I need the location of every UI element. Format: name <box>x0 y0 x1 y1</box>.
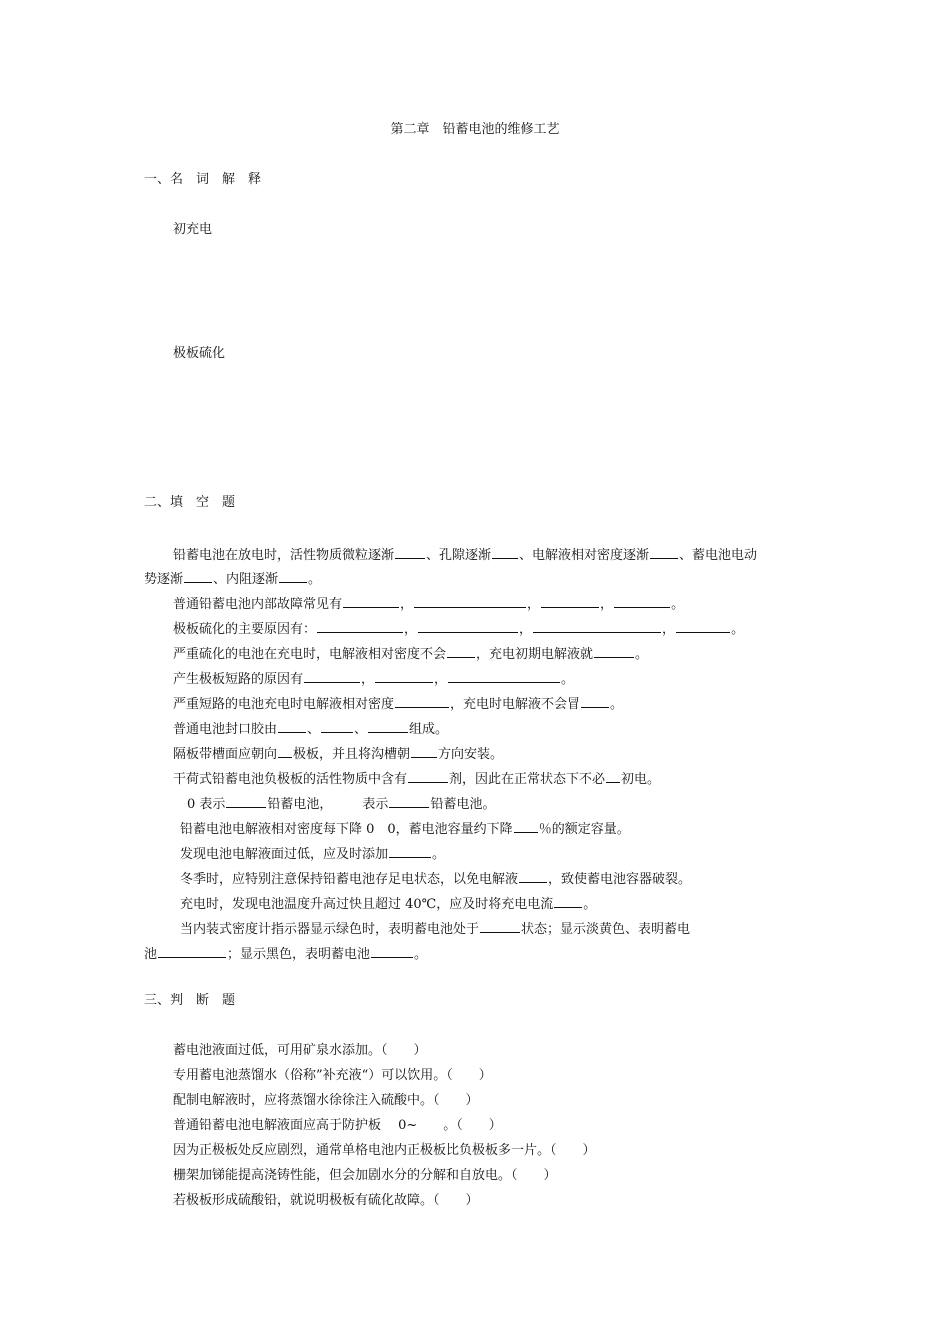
separator: ， <box>400 597 414 612</box>
answer-blank[interactable] <box>304 669 360 683</box>
answer-blank[interactable] <box>184 569 212 583</box>
question-text: 铅蓄电池电解液相对密度每下降 0 0，蓄电池容量约下降 <box>180 822 513 837</box>
question-text: 发现电池电解液面过低，应及时添加 <box>180 847 389 862</box>
answer-blank[interactable] <box>395 545 425 559</box>
separator: ， <box>361 672 375 687</box>
fill-question-9 <box>173 769 660 789</box>
answer-blank[interactable] <box>418 619 518 633</box>
fill-question-1-line-1 <box>173 545 757 565</box>
question-text: 普通电池封口胶由 <box>173 722 278 737</box>
question-text: 极板，并且将沟槽朝 <box>293 747 411 762</box>
question-text: 0 表示 <box>187 797 226 812</box>
answer-blank[interactable] <box>594 644 634 658</box>
question-text: 势逐渐 <box>144 572 184 587</box>
judgment-item-6: 栅架加锑能提高浇铸性能，但会加剧水分的分解和自放电。（ ） <box>173 1168 557 1183</box>
answer-blank[interactable] <box>492 545 518 559</box>
question-text: 、孔隙逐渐 <box>426 548 492 563</box>
separator: ， <box>434 672 448 687</box>
judgment-item-4: 普通铅蓄电池电解液面应高于防护板 0~ 。（ ） <box>173 1118 502 1133</box>
question-text: 。 <box>610 697 624 712</box>
section-heading-fill-in: 二、填 空 题 <box>144 495 236 510</box>
separator: ， <box>600 597 614 612</box>
answer-blank[interactable] <box>554 894 582 908</box>
answer-blank[interactable] <box>368 719 408 733</box>
answer-blank[interactable] <box>480 919 520 933</box>
answer-blank[interactable] <box>606 769 620 783</box>
fill-question-3 <box>173 619 744 639</box>
answer-blank[interactable] <box>158 944 226 958</box>
question-text: 状态；显示淡黄色、表明蓄电 <box>521 922 691 937</box>
question-text: 、内阻逐渐 <box>213 572 279 587</box>
question-text: 、蓄电池电动 <box>679 548 758 563</box>
fill-question-14 <box>180 894 596 914</box>
question-text: 、电解液相对密度逐渐 <box>519 548 650 563</box>
separator: 、 <box>354 722 368 737</box>
answer-blank[interactable] <box>514 819 538 833</box>
answer-blank[interactable] <box>317 619 403 633</box>
question-text: 充电时，发现电池温度升高过快且超过 40℃，应及时将充电电流 <box>180 897 554 912</box>
judgment-item-7: 若极板形成硫酸铅，就说明极板有硫化故障。（ ） <box>173 1193 479 1208</box>
question-text: 。 <box>671 597 685 612</box>
question-text: 严重短路的电池充电时电解液相对密度 <box>173 697 395 712</box>
question-text: 隔板带槽面应朝向 <box>173 747 278 762</box>
separator: 、 <box>307 722 321 737</box>
judgment-item-3: 配制电解液时，应将蒸馏水徐徐注入硫酸中。（ ） <box>173 1093 479 1108</box>
question-text: 剂，因此在正常状态下不必 <box>449 772 606 787</box>
question-text: 组成。 <box>409 722 449 737</box>
question-text: 。 <box>583 897 597 912</box>
answer-blank[interactable] <box>676 619 730 633</box>
fill-question-1-line-2 <box>144 569 321 589</box>
question-text: ，充电时电解液不会冒 <box>450 697 581 712</box>
answer-blank[interactable] <box>279 569 307 583</box>
answer-blank[interactable] <box>447 644 475 658</box>
question-text: ％的额定容量。 <box>538 822 630 837</box>
question-text: 池 <box>144 947 158 962</box>
answer-blank[interactable] <box>278 744 292 758</box>
answer-blank[interactable] <box>371 944 413 958</box>
answer-blank[interactable] <box>581 694 609 708</box>
fill-question-15-line-2 <box>144 944 427 964</box>
section-heading-true-false: 三、判 断 题 <box>144 993 236 1008</box>
question-text: 铅蓄电池。 <box>430 797 496 812</box>
question-text: 。 <box>414 947 428 962</box>
separator: ， <box>662 622 676 637</box>
answer-blank[interactable] <box>375 669 433 683</box>
answer-blank[interactable] <box>389 794 429 808</box>
separator: ， <box>519 622 533 637</box>
question-text: 当内装式密度计指示器显示绿色时，表明蓄电池处于 <box>180 922 480 937</box>
question-text: ；显示黑色，表明蓄电池 <box>227 947 371 962</box>
answer-blank[interactable] <box>226 794 266 808</box>
answer-blank[interactable] <box>614 594 670 608</box>
judgment-item-1: 蓄电池液面过低，可用矿泉水添加。（ ） <box>173 1043 427 1058</box>
fill-question-13 <box>180 869 691 889</box>
question-text: ，致使蓄电池容器破裂。 <box>548 872 692 887</box>
question-text: 干荷式铅蓄电池负极板的活性物质中含有 <box>173 772 408 787</box>
question-text: 。 <box>561 672 575 687</box>
question-text: 极板硫化的主要原因有： <box>173 622 317 637</box>
fill-question-4 <box>173 644 648 664</box>
fill-question-11 <box>180 819 630 839</box>
question-text: 。 <box>731 622 745 637</box>
question-text: 。 <box>308 572 322 587</box>
question-text: 。 <box>432 847 446 862</box>
answer-blank[interactable] <box>448 669 560 683</box>
fill-question-5 <box>173 669 574 689</box>
term-initial-charge: 初充电 <box>173 222 213 237</box>
section-heading-definitions: 一、名 词 解 释 <box>144 172 262 187</box>
question-text: 铅蓄电池在放电时，活性物质微粒逐渐 <box>173 548 395 563</box>
answer-blank[interactable] <box>321 719 353 733</box>
question-text: 表示 <box>362 797 389 812</box>
separator: ， <box>404 622 418 637</box>
question-text: 产生极板短路的原因有 <box>173 672 304 687</box>
answer-blank[interactable] <box>541 594 599 608</box>
fill-question-6 <box>173 694 623 714</box>
answer-blank[interactable] <box>414 594 526 608</box>
question-text: 严重硫化的电池在充电时，电解液相对密度不会 <box>173 647 447 662</box>
page-title: 第二章 铅蓄电池的维修工艺 <box>390 122 560 137</box>
fill-question-15-line-1 <box>180 919 690 939</box>
answer-blank[interactable] <box>395 694 449 708</box>
answer-blank[interactable] <box>278 719 306 733</box>
answer-blank[interactable] <box>650 545 678 559</box>
fill-question-2 <box>173 594 684 614</box>
separator: ， <box>527 597 541 612</box>
answer-blank[interactable] <box>533 619 661 633</box>
judgment-item-5: 因为正极板处反应剧烈，通常单格电池内正极板比负极板多一片。（ ） <box>173 1143 596 1158</box>
question-text: 。 <box>635 647 649 662</box>
question-text: 普通铅蓄电池内部故障常见有 <box>173 597 343 612</box>
answer-blank[interactable] <box>411 744 437 758</box>
answer-blank[interactable] <box>343 594 399 608</box>
answer-blank[interactable] <box>408 769 448 783</box>
question-text: 方向安装。 <box>438 747 504 762</box>
fill-question-8 <box>173 744 503 764</box>
question-text: 铅蓄电池， <box>267 797 333 812</box>
answer-blank[interactable] <box>519 869 547 883</box>
fill-question-7 <box>173 719 448 739</box>
question-text: ，充电初期电解液就 <box>476 647 594 662</box>
question-text: 初电。 <box>621 772 661 787</box>
fill-question-10 <box>187 794 495 814</box>
answer-blank[interactable] <box>389 844 431 858</box>
term-plate-sulfation: 极板硫化 <box>173 346 226 361</box>
fill-question-12 <box>180 844 445 864</box>
judgment-item-2: 专用蓄电池蒸馏水（俗称”补充液“）可以饮用。（ ） <box>173 1068 492 1083</box>
question-text: 冬季时，应特别注意保持铅蓄电池存足电状态，以免电解液 <box>180 872 519 887</box>
